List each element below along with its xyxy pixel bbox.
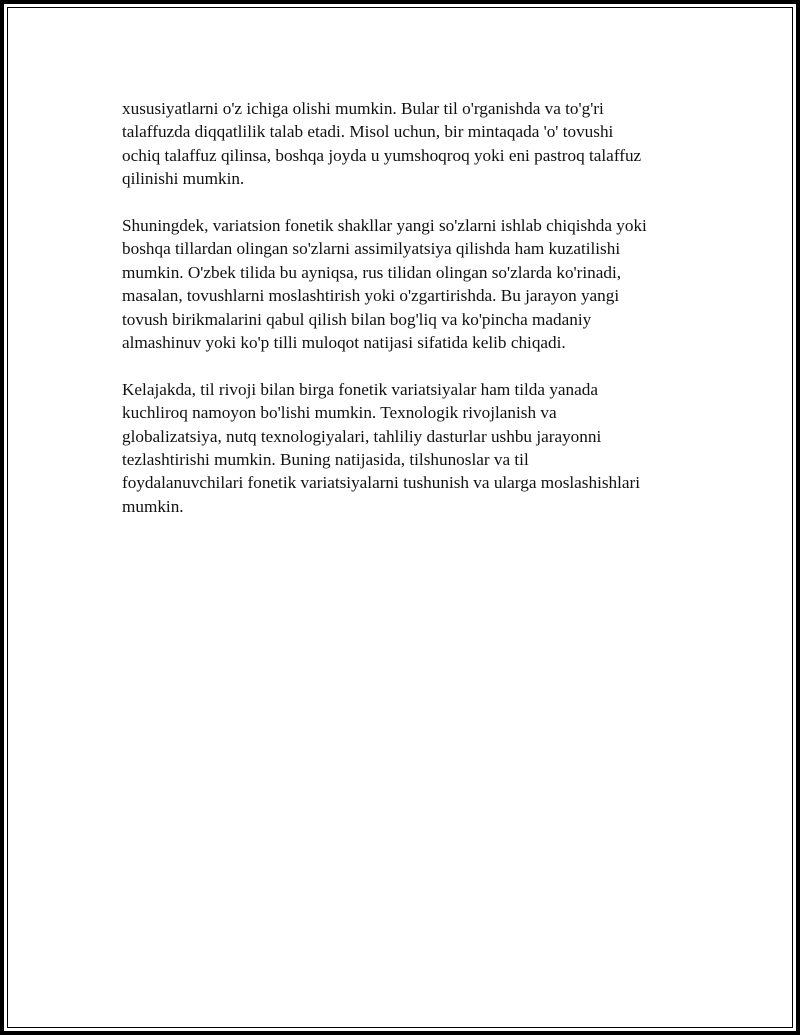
- text-line: xususiyatlarni o'z ichiga olishi mumkin. Bular til o'rganishda va to'g'ri: [122, 99, 604, 118]
- text-line: tezlashtirishi mumkin. Buning natijasida, tilshunoslar va til: [122, 450, 529, 470]
- text-line: foydalanuvchilari fonetik variatsiyalarni tushunish va ularga moslashishlari: [122, 473, 641, 493]
- text-line: ochiq talaffuz qilinsa, boshqa joyda u yumshoqroq yoki eni pastroq talaffuz: [122, 145, 642, 165]
- text-line: kuchliroq namoyon bo'lishi mumkin. Texnologik rivojlanish va: [122, 403, 557, 423]
- text-line: almashinuv yoki ko'p tilli muloqot natijasi sifatida kelib chiqadi.: [122, 333, 566, 353]
- text-line: globalizatsiya, nutq texnologiyalari, tahliliy dasturlar ushbu jarayonni: [122, 426, 602, 446]
- text-line: talaffuzda diqqatlilik talab etadi. Misol uchun, bir mintaqada 'o' tovushi: [122, 122, 614, 142]
- text-line: tovush birikmalarini qabul qilish bilan bog'liq va ko'pincha madaniy: [122, 309, 592, 329]
- paragraph-2: [122, 214, 702, 354]
- text-line: qilinishi mumkin.: [122, 169, 245, 189]
- text-line: boshqa tillardan olingan so'zlarni assimilyatsiya qilishda ham kuzatilishi: [122, 239, 621, 259]
- paragraph-3: [122, 378, 702, 518]
- paragraph-1: [122, 97, 702, 191]
- document-body: [122, 97, 702, 542]
- text-line: mumkin. O'zbek tilida bu ayniqsa, rus tilidan olingan so'zlarda ko'rinadi,: [122, 262, 622, 282]
- text-line: mumkin.: [122, 496, 184, 516]
- text-line: masalan, tovushlarni moslashtirish yoki o'zgartirishda. Bu jarayon yangi: [122, 286, 620, 306]
- text-line: Kelajakda, til rivoji bilan birga fonetik variatsiyalar ham tilda yanada: [122, 379, 598, 399]
- text-line: Shuningdek, variatsion fonetik shakllar yangi so'zlarni ishlab chiqishda yoki: [122, 216, 647, 236]
